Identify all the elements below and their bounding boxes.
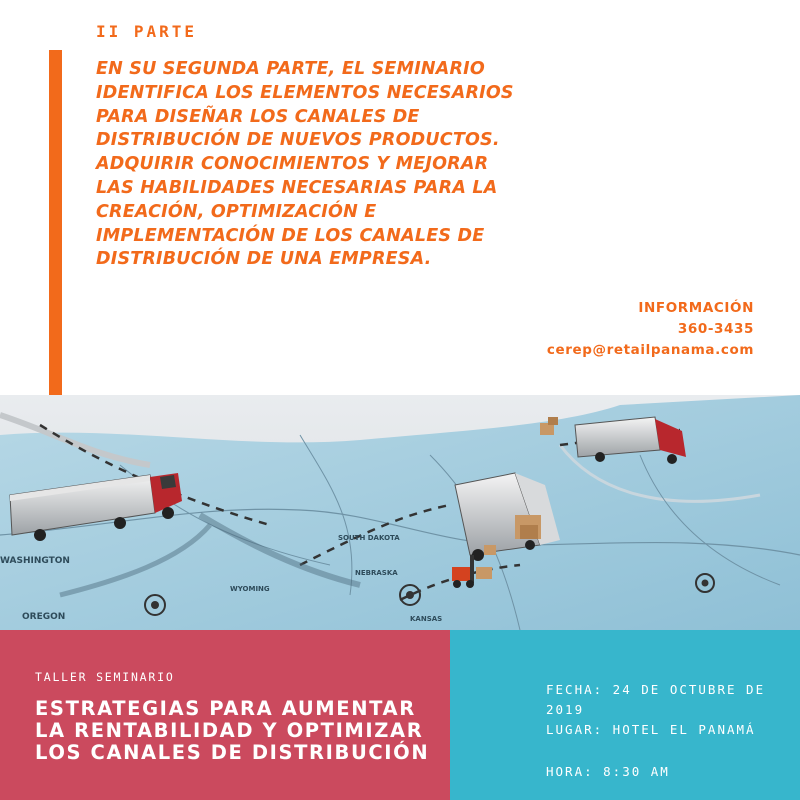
svg-text:SOUTH DAKOTA: SOUTH DAKOTA	[338, 534, 400, 542]
part-label: II PARTE	[96, 22, 198, 41]
map-label-wyoming	[230, 585, 270, 593]
contact-phone[interactable]: 360-3435	[677, 321, 754, 337]
intro-text: EN SU SEGUNDA PARTE, EL SEMINARIO IDENTIFICA LOS ELEMENTOS NECESARIOS PARA DISEÑAR LOS CANALES DE DISTRIBUCIÓN DE NUEVOS PRODUCTOS. ADQUIRIR CONOCIMIENTOS Y MEJORAR LAS HABILIDADES NECESARIAS PARA LA CREACIÓN, OPTIMIZACIÓN E IMPLEMENTACIÓN DE LOS CANALES DE DISTRIBUCIÓN DE UNA EMPRESA.	[96, 59, 514, 270]
map-label-south-dakota	[338, 534, 400, 542]
logistics-map-image	[0, 395, 800, 630]
info-section	[0, 0, 800, 395]
workshop-kicker: TALLER SEMINARIO	[35, 670, 175, 684]
map-label-oregon	[22, 612, 65, 622]
map-label-washington	[0, 556, 70, 566]
map-label-kansas	[410, 615, 442, 623]
contact-email[interactable]: cerep@retailpanama.com	[546, 342, 754, 358]
event-details-panel	[450, 630, 800, 800]
map-label-nebraska	[355, 569, 398, 577]
svg-text:KANSAS: KANSAS	[410, 615, 443, 623]
workshop-panel	[0, 630, 450, 800]
workshop-title: ESTRATEGIAS PARA AUMENTAR LA RENTABILIDAD Y OPTIMIZAR LOS CANALES DE DISTRIBUCIÓN	[35, 697, 430, 764]
event-place: LUGAR: HOTEL EL PANAMÁ	[546, 722, 756, 737]
svg-text:WASHINGTON: WASHINGTON	[0, 556, 70, 566]
event-time: HORA: 8:30 AM	[546, 764, 670, 779]
event-date: FECHA: 24 DE OCTUBRE DE 2019	[546, 682, 766, 717]
svg-text:WYOMING: WYOMING	[230, 585, 270, 593]
contact-block	[547, 298, 754, 361]
svg-text:OREGON: OREGON	[22, 612, 66, 622]
spacer	[546, 740, 776, 762]
event-details	[546, 680, 776, 782]
svg-text:NEBRASKA: NEBRASKA	[355, 569, 398, 577]
contact-label: INFORMACIÓN	[638, 300, 754, 316]
accent-bar	[49, 50, 62, 395]
